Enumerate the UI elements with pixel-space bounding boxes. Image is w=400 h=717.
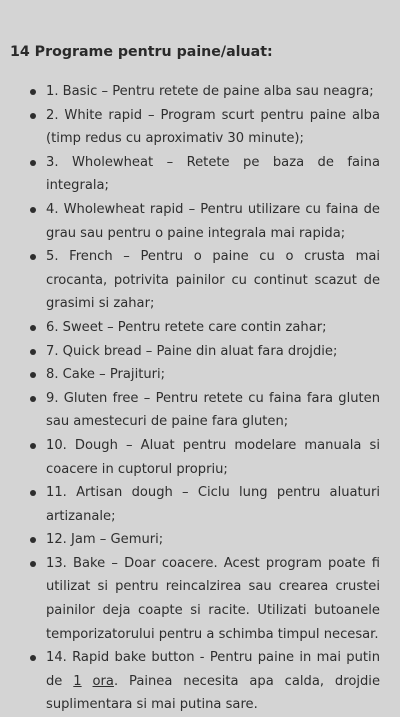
program-item: 11. Artisan dough – Ciclu lung pentru aluaturi artizanale; — [46, 481, 380, 528]
program-item: 8. Cake – Prajituri; — [46, 363, 380, 387]
section-heading: 14 Programe pentru paine/aluat: — [10, 44, 273, 60]
program-item-space — [82, 674, 93, 689]
underlined-number: 1 — [73, 673, 82, 689]
program-item: 2. White rapid – Program scurt pentru paine alba (timp redus cu aproximativ 30 minute); — [46, 104, 380, 151]
program-item: 10. Dough – Aluat pentru modelare manuala si coacere in cuptorul propriu; — [46, 434, 380, 481]
program-item-text: 14. Rapid bake button - Pentru paine in mai putin de — [46, 650, 380, 689]
program-item: 3. Wholewheat – Retete pe baza de faina integrala; — [46, 151, 380, 198]
program-item: 1. Basic – Pentru retete de paine alba sau neagra; — [46, 80, 380, 104]
program-item: 7. Quick bread – Paine din aluat fara drojdie; — [46, 340, 380, 364]
program-list — [10, 80, 390, 717]
program-item: 13. Bake – Doar coacere. Acest program poate fi utilizat si pentru reincalzirea sau crearea crustei painilor deja coapte si racite. Utilizati butoanele temporizatorului pentru a schimba timpul necesar. — [46, 552, 380, 646]
program-item: 5. French – Pentru o paine cu o crusta mai crocanta, potrivita painilor cu continut scazut de grasimi si zahar; — [46, 245, 380, 316]
program-item-rapid-bake — [46, 646, 380, 717]
underlined-word: ora — [92, 673, 114, 689]
program-item: 6. Sweet – Pentru retete care contin zahar; — [46, 316, 380, 340]
program-item: 4. Wholewheat rapid – Pentru utilizare cu faina de grau sau pentru o paine integrala mai rapida; — [46, 198, 380, 245]
program-item: 9. Gluten free – Pentru retete cu faina fara gluten sau amestecuri de paine fara gluten; — [46, 387, 380, 434]
program-item-text: . Painea necesita apa calda, drojdie suplimentara si mai putina sare. — [46, 673, 380, 713]
program-item: 12. Jam – Gemuri; — [46, 528, 380, 552]
